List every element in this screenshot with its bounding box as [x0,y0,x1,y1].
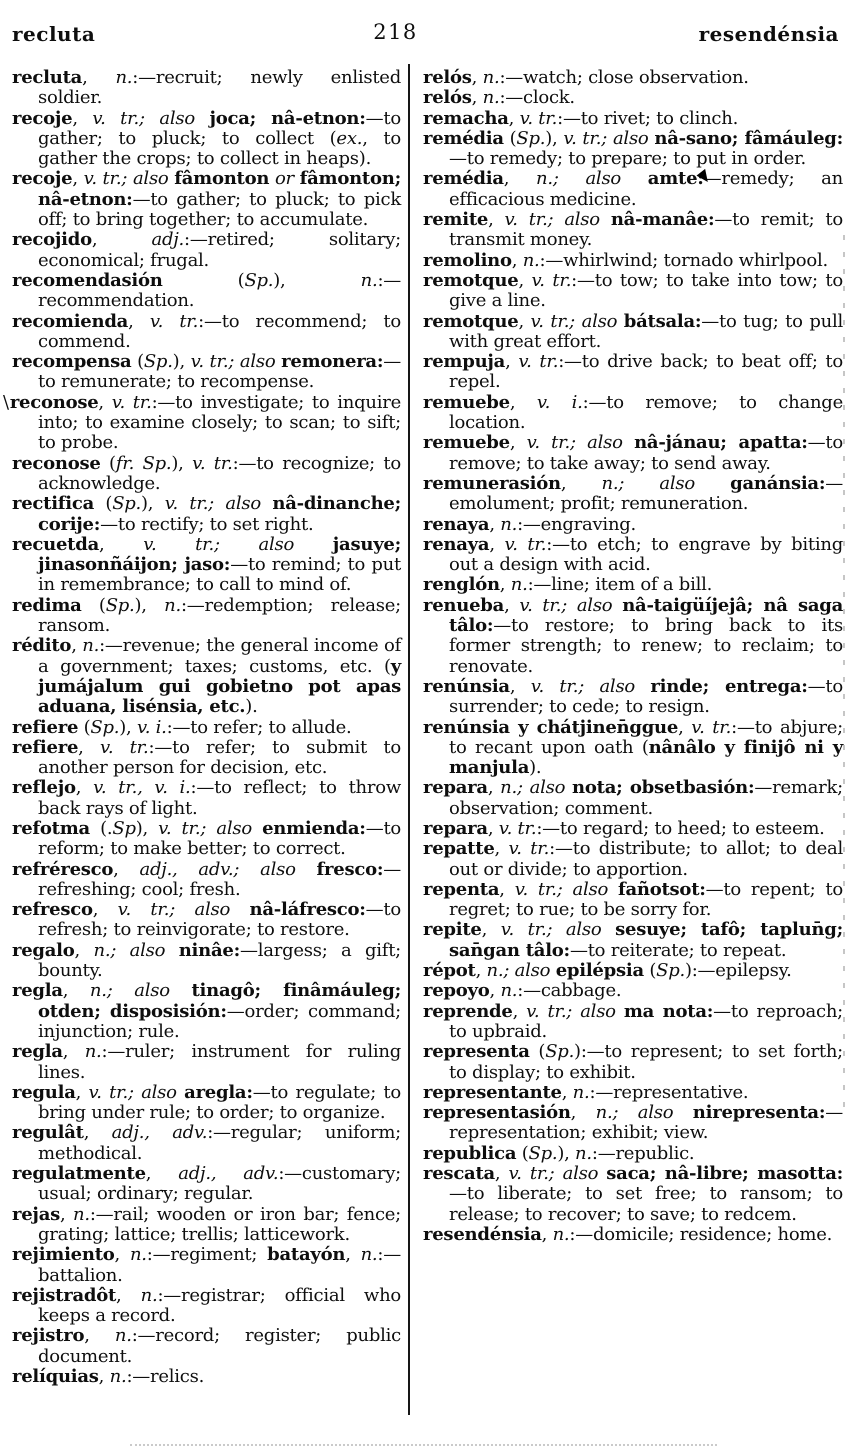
dictionary-entry: recomendasión (Sp.), n.:—recommendation. [12,269,402,312]
dictionary-entry: recoje, v. tr.; also fâmonton or fâmonton; nâ-etnon:—to gather; to pluck; to pick off; to bring together; to accumulate. [12,168,401,231]
dictionary-entry: recoje, v. tr.; also joca; nâ-etnon:—to gather; to pluck; to collect (ex., to gather the crops; to collect in heaps). [12,107,402,170]
dictionary-entry: refotma (.Sp), v. tr.; also enmienda:—to reform; to make better; to correct. [12,817,402,860]
dictionary-entry: rédito, n.:—revenue; the general income of a government; taxes; customs, etc. (y jumájalum gui gobietno pot apas aduana, lisénsia, etc.). [12,635,401,718]
dictionary-entry: répot, n.; also epilépsia (Sp.):—epilepsy. [423,960,792,982]
text-columns [0,64,847,1415]
dictionary-entry: renaya, n.:—engraving. [423,513,637,535]
header-guide-word-right: resendénsia [698,22,839,46]
dictionary-entry: remotque, v. tr.; also bátsala:—to tug; to pull with great effort. [423,310,843,352]
dictionary-entry: repara, v. tr.:—to regard; to heed; to esteem. [423,817,825,839]
dictionary-entry: recomienda, v. tr.:—to recommend; to commend. [12,310,402,352]
dictionary-entry: repara, n.; also nota; obsetbasión:—remark; observation; comment. [423,777,843,819]
dictionary-entry: redima (Sp.), n.:—redemption; release; ransom. [12,594,401,637]
dictionary-entry: renúnsia, v. tr.; also rinde; entrega:—to surrender; to cede; to resign. [423,675,843,718]
dictionary-entry: representante, n.:—representative. [423,1081,749,1103]
dictionary-entry: relós, n.:—watch; close observation. [423,67,749,88]
dictionary-entry: reflejo, v. tr., v. i.:—to reflect; to throw back rays of light. [12,777,401,819]
dictionary-entry: remédia, n.; also amte:—remedy; an efficacious medicine. [423,168,843,210]
dictionary-entry: remuebe, v. tr.; also nâ-jánau; apatta:—to remove; to take away; to send away. [423,432,843,474]
dictionary-entry: repatte, v. tr.:—to distribute; to allot; to deal out or divide; to apportion. [423,838,844,880]
dictionary-entry: renglón, n.:—line; item of a bill. [423,574,713,596]
header-guide-word-left: recluta [12,22,96,46]
dictionary-entry: renúnsia y chátjinen̄ggue, v. tr.:—to abjure; to recant upon oath (nânâlo y finijô ni y manjula). [423,716,843,779]
page-edge-scan-marks [843,235,845,1115]
dictionary-entry: recluta, n.:—recruit; newly enlisted soldier. [12,67,401,109]
dictionary-entry: rescata, v. tr.; also saca; nâ-libre; masotta:—to liberate; to set free; to ransom; to release; to recover; to save; to redcem. [423,1163,843,1225]
dictionary-entry: repenta, v. tr.; also fañotsot:—to repent; to regret; to rue; to be sorry for. [423,878,843,921]
dictionary-entry: remacha, v. tr.:—to rivet; to clinch. [423,107,739,129]
dictionary-entry: reprende, v. tr.; also ma nota:—to reproach; to upbraid. [423,1000,843,1042]
dictionary-entry: refiere (Sp.), v. i.:—to refer; to allude. [12,716,352,738]
dictionary-entry: renaya, v. tr.:—to etch; to engrave by biting out a design with acid. [423,533,843,576]
dictionary-entry: resendénsia, n.:—domicile; residence; home. [423,1223,833,1245]
dictionary-entry: rectifica (Sp.), v. tr.; also nâ-dinanche; corije:—to rectify; to set right. [12,493,401,535]
dictionary-entry: relíquias, n.:—relics. [12,1366,205,1387]
dictionary-entry: remunerasión, n.; also ganánsia:—emolument; profit; remuneration. [423,472,843,515]
dictionary-entry: rejimiento, n.:—regiment; batayón, n.:—battalion. [12,1244,401,1286]
dictionary-entry: relós, n.:—clock. [423,87,575,109]
running-header [12,22,839,48]
bottom-scan-speckle [130,1444,717,1446]
dictionary-entry: remuebe, v. i.:—to remove; to change location. [423,391,843,434]
dictionary-entry: recuetda, v. tr.; also jasuye; jinasonñáijon; jaso:—to remind; to put in remembrance; to call to mind of. [12,533,401,596]
dictionary-entry: remite, v. tr.; also nâ-manâe:—to remit; to transmit money. [423,209,844,251]
page-number: 218 [373,20,418,44]
dictionary-entry: recojido, adj.:—retired; solitary; economical; frugal. [12,229,401,271]
dictionary-entry: regulatmente, adj., adv.:—customary; usual; ordinary; regular. [12,1163,401,1205]
dictionary-entry: republica (Sp.), n.:—republic. [423,1142,695,1164]
dictionary-entry: remolino, n.:—whirlwind; tornado whirlpool. [423,249,828,271]
dictionary-entry: remotque, v. tr.:—to tow; to take into tow; to give a line. [423,269,843,312]
dictionary-entry: representasión, n.; also nirepresenta:—representation; exhibit; view. [423,1102,843,1144]
dictionary-entry: rejistro, n.:—record; register; public document. [12,1325,402,1367]
dictionary-entry: repoyo, n.:—cabbage. [423,980,622,1002]
right-column [410,64,847,1415]
dictionary-entry: repite, v. tr.; also sesuye; tafô; taplun̄g; san̄gan tâlo:—to reiterate; to repeat. [423,919,844,961]
dictionary-entry: regalo, n.; also ninâe:—largess; a gift; bounty. [12,939,401,982]
dictionary-entry: regula, v. tr.; also aregla:—to regulate; to bring under rule; to order; to organize. [12,1081,401,1124]
dictionary-entry: rejistradôt, n.:—registrar; official who keeps a record. [12,1284,401,1327]
dictionary-entry: \reconose, v. tr.:—to investigate; to inquire into; to examine closely; to scan; to sift; to probe. [3,391,401,454]
dictionary-entry: representa (Sp.):—to represent; to set forth; to display; to exhibit. [423,1041,843,1083]
dictionary-entry: refréresco, adj., adv.; also fresco:—refreshing; cool; fresh. [12,858,401,900]
dictionary-entry: regla, n.; also tinagô; finâmáuleg; otden; disposisión:—order; command; injunction; rule. [12,980,401,1042]
dictionary-entry: reconose (fr. Sp.), v. tr.:—to recognize; to acknowledge. [12,452,401,494]
dictionary-entry: refiere, v. tr.:—to refer; to submit to another person for decision, etc. [12,736,401,779]
dictionary-entry: refresco, v. tr.; also nâ-láfresco:—to refresh; to reinvigorate; to restore. [12,899,401,941]
margin-scan-mark: \ [3,391,9,413]
dictionary-entry: recompensa (Sp.), v. tr.; also remonera:—to remunerate; to recompense. [12,351,401,393]
dictionary-entry: rejas, n.:—rail; wooden or iron bar; fence; grating; lattice; trellis; latticework. [12,1203,401,1245]
dictionary-entry: renueba, v. tr.; also nâ-taigüíjejâ; nâ saga tâlo:—to restore; to bring back to its former strength; to renew; to reclaim; to renovate. [423,594,843,677]
left-column [0,64,408,1415]
dictionary-entry: regla, n.:—ruler; instrument for ruling lines. [12,1041,401,1083]
dictionary-entry: rempuja, v. tr.:—to drive back; to beat off; to repel. [423,351,843,393]
dictionary-entry: remédia (Sp.), v. tr.; also nâ-sano; fâmáuleg:—to remedy; to prepare; to put in order. [423,127,843,170]
dictionary-entry: regulât, adj., adv.:—regular; uniform; methodical. [12,1122,401,1164]
